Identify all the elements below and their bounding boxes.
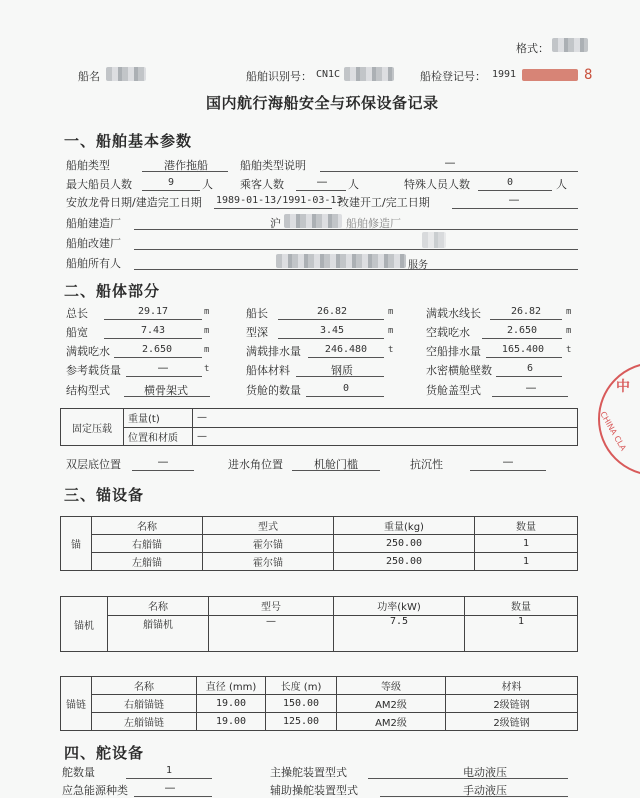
windlass-header: 名称 xyxy=(108,597,209,616)
flood-angle-value: 机舱门槛 xyxy=(314,458,358,471)
passengers-unit: 人 xyxy=(348,178,359,191)
loa-value: 29.17 xyxy=(137,306,169,317)
chain-table xyxy=(60,676,578,731)
double-bottom-label: 双层底位置 xyxy=(66,458,121,471)
ship-type-desc-label: 船舶类型说明 xyxy=(240,159,306,172)
max-crew-value: 9 xyxy=(167,177,175,188)
redaction xyxy=(344,67,394,81)
official-stamp xyxy=(598,362,640,476)
redaction xyxy=(552,38,588,52)
rebuilder-label: 船舶改建厂 xyxy=(66,237,121,250)
keel-date-value: 1989-01-13/1991-03-13 xyxy=(216,195,343,206)
chain-cell: 19.00 xyxy=(197,695,266,713)
main-steering-value: 电动液压 xyxy=(463,766,507,779)
holds-label: 货舱的数量 xyxy=(246,384,301,397)
chain-header: 名称 xyxy=(92,677,197,695)
windlass-header: 数量 xyxy=(465,597,578,616)
section-heading-anchor: 三、锚设备 xyxy=(64,486,145,504)
section-heading-hull: 二、船体部分 xyxy=(64,282,161,300)
ballast-label: 固定压载 xyxy=(61,409,124,446)
windlass-cell: 1 xyxy=(465,615,578,651)
windlass-header: 功率(kW) xyxy=(334,597,465,616)
builder-value-start: 沪 xyxy=(270,217,281,230)
redaction xyxy=(522,69,578,81)
anchor-header: 名称 xyxy=(92,517,203,535)
hatch-label: 货舱盖型式 xyxy=(426,384,481,397)
breadth-value: 7.43 xyxy=(140,325,166,336)
hull-material-label: 船体材料 xyxy=(246,364,290,377)
builder-label: 船舶建造厂 xyxy=(66,217,121,230)
anchor-cell: 250.00 xyxy=(334,535,475,553)
table-row xyxy=(61,535,578,553)
light-draft-unit: m xyxy=(566,326,572,336)
lwl-value: 26.82 xyxy=(510,306,542,317)
lwl-label: 满载水线长 xyxy=(426,307,481,320)
breadth-unit: m xyxy=(204,326,210,336)
chain-header: 材料 xyxy=(446,677,578,695)
light-draft-label: 空载吃水 xyxy=(426,326,470,339)
ship-id-value: CN1C xyxy=(316,69,341,80)
special-unit: 人 xyxy=(556,178,567,191)
loa-unit: m xyxy=(204,307,210,317)
table-row xyxy=(61,695,578,713)
ship-type-label: 船舶类型 xyxy=(66,159,110,172)
ballast-position-label: 位置和材质 xyxy=(124,427,193,446)
holds-value: 0 xyxy=(342,383,350,394)
ship-id-label: 船舶识别号： xyxy=(246,70,312,83)
stamp-text: CHINA CLA xyxy=(598,410,628,453)
document-page: 格式 ： 船名 船舶识别号： CN1C 船检登记号： 1991 8 国内航行海船安全与环保设备记录 一、船舶基本参数 船舶类型 港作拖船 船舶类型说明 — 最大船员人数 9 人 乘客人数 — 人 特殊人员人数 0 人 安放龙骨日期/建造完工日期 1989-01-13/1991-03-13 改建开工/完工日期 — 船舶建造厂 沪 船舶修造厂 船舶改建厂 船舶所有人 服务 二、船体部分 总长 29.17 m 船长 26.82 m 满载水线长 26.82 m 船宽 7.43 m 型深 3.45 m 空载吃水 2.650 m 满载吃水 2.650 m 满载排水量 246.480 t 空船排水量 165.400 t 参考载货量 — t 船体材料 钢质 水密横舱壁数 6 结构型式 横骨架式 货舱的数量 0 货舱盖型式 — 固定压载 重量(t) — 位置和材质 — 双层底位置 — 进水角位置 机舱门槛 抗沉性 — 三、锚设备 锚 名称 型式 重量(kg) 数量 右艏锚 霍尔锚 250.00 1 左艏锚 霍尔锚 250.00 1 锚机 名称 型号 功率(kW) 数量 艏锚机 — 7.5 1 锚链 名称 直径 (mm) 长度 (m) 等级 材料 右艏锚链 19.00 150.00 AM2级 2级链钢 左艏锚链 19.00 125.00 AM2级 2级链钢 四、舵设备 舵数量 1 主操舵装置型式 电动液压 应急能源种类 — 辅助操舵装置型式 手动液压 中 CHINA CLA xyxy=(0,0,640,798)
keel-date-label: 安放龙骨日期/建造完工日期 xyxy=(66,196,202,209)
ref-cargo-unit: t xyxy=(204,364,210,374)
table-row xyxy=(61,713,578,731)
ship-type-desc-value: — xyxy=(444,156,456,169)
anchor-cell: 右艏锚 xyxy=(92,535,203,553)
chain-cell: 右艏锚链 xyxy=(92,695,197,713)
mod-date-value: — xyxy=(508,193,520,206)
chain-header: 直径 (mm) xyxy=(197,677,266,695)
structure-value: 横骨架式 xyxy=(144,384,188,397)
chain-cell: 19.00 xyxy=(197,713,266,731)
light-disp-value: 165.400 xyxy=(501,344,545,355)
emergency-power-value: — xyxy=(164,781,176,794)
flood-angle-label: 进水角位置 xyxy=(228,458,283,471)
ref-cargo-value: — xyxy=(157,361,169,374)
windlass-table xyxy=(60,596,578,652)
anchor-header: 重量(kg) xyxy=(334,517,475,535)
lbp-unit: m xyxy=(388,307,394,317)
passengers-label: 乘客人数 xyxy=(240,178,284,191)
aux-steering-label: 辅助操舵装置型式 xyxy=(270,784,358,797)
lbp-value: 26.82 xyxy=(316,306,348,317)
depth-value: 3.45 xyxy=(319,325,345,336)
depth-unit: m xyxy=(388,326,394,336)
chain-cell: 125.00 xyxy=(266,713,337,731)
bulkheads-label: 水密横舱壁数 xyxy=(426,364,492,377)
inspection-no-label: 船检登记号： xyxy=(420,70,486,83)
ballast-weight-value: — xyxy=(193,409,578,428)
chain-cell: 2级链钢 xyxy=(446,713,578,731)
main-steering-label: 主操舵装置型式 xyxy=(270,766,347,779)
special-label: 特殊人员人数 xyxy=(404,178,470,191)
ballast-table xyxy=(60,408,578,446)
light-disp-unit: t xyxy=(566,345,572,355)
rudder-count-label: 舵数量 xyxy=(62,766,95,779)
windlass-group-label: 锚机 xyxy=(61,597,108,652)
builder-value-end: 船舶修造厂 xyxy=(346,217,401,230)
document-title: 国内航行海船安全与环保设备记录 xyxy=(206,94,439,112)
bulkheads-value: 6 xyxy=(526,363,534,374)
lbp-label: 船长 xyxy=(246,307,268,320)
redaction xyxy=(422,232,446,248)
inspection-no-tail: 8 xyxy=(584,67,593,83)
chain-cell: AM2级 xyxy=(337,713,446,731)
aux-steering-value: 手动液压 xyxy=(463,784,507,797)
windlass-cell: — xyxy=(209,615,334,651)
anchor-cell: 霍尔锚 xyxy=(203,535,334,553)
full-disp-value: 246.480 xyxy=(324,344,368,355)
chain-cell: 2级链钢 xyxy=(446,695,578,713)
anchor-cell: 1 xyxy=(475,535,578,553)
full-disp-label: 满载排水量 xyxy=(246,345,301,358)
chain-cell: 150.00 xyxy=(266,695,337,713)
passengers-value: — xyxy=(316,175,328,188)
owner-label: 船舶所有人 xyxy=(66,257,121,270)
full-disp-unit: t xyxy=(388,345,394,355)
chain-cell: 左艏锚链 xyxy=(92,713,197,731)
lwl-unit: m xyxy=(566,307,572,317)
table-row xyxy=(61,615,578,651)
sinking-label: 抗沉性 xyxy=(410,458,443,471)
anchor-cell: 左艏锚 xyxy=(92,553,203,571)
chain-group-label: 锚链 xyxy=(61,677,92,731)
full-draft-value: 2.650 xyxy=(141,344,173,355)
hull-material-value: 钢质 xyxy=(331,364,353,377)
ship-type-value: 港作拖船 xyxy=(164,159,208,172)
loa-label: 总长 xyxy=(66,307,88,320)
breadth-label: 船宽 xyxy=(66,326,88,339)
ship-name-label: 船名 xyxy=(78,70,100,83)
section-heading-rudder: 四、舵设备 xyxy=(64,744,145,762)
ref-cargo-label: 参考载货量 xyxy=(66,364,121,377)
hatch-value: — xyxy=(525,381,537,394)
windlass-cell: 7.5 xyxy=(334,615,465,651)
anchor-cell: 1 xyxy=(475,553,578,571)
redaction xyxy=(284,214,342,228)
anchor-cell: 250.00 xyxy=(334,553,475,571)
max-crew-unit: 人 xyxy=(202,178,213,191)
double-bottom-value: — xyxy=(157,455,169,468)
sinking-value: — xyxy=(502,455,514,468)
windlass-cell: 艏锚机 xyxy=(108,615,209,651)
special-value: 0 xyxy=(506,177,514,188)
stamp-text: 中 xyxy=(616,379,630,395)
redaction xyxy=(276,254,406,268)
structure-label: 结构型式 xyxy=(66,384,110,397)
inspection-no-value: 1991 xyxy=(492,69,517,80)
rudder-count-value: 1 xyxy=(165,765,173,776)
light-disp-label: 空船排水量 xyxy=(426,345,481,358)
ballast-position-value: — xyxy=(193,427,578,446)
emergency-power-label: 应急能源种类 xyxy=(62,784,128,797)
max-crew-label: 最大船员人数 xyxy=(66,178,132,191)
anchor-cell: 霍尔锚 xyxy=(203,553,334,571)
anchor-header: 数量 xyxy=(475,517,578,535)
anchor-header: 型式 xyxy=(203,517,334,535)
full-draft-unit: m xyxy=(204,345,210,355)
windlass-header: 型号 xyxy=(209,597,334,616)
format-label: 格式 xyxy=(516,42,538,55)
chain-cell: AM2级 xyxy=(337,695,446,713)
section-heading-basic: 一、船舶基本参数 xyxy=(64,132,193,150)
anchor-group-label: 锚 xyxy=(61,517,92,571)
light-draft-value: 2.650 xyxy=(506,325,538,336)
table-row xyxy=(61,553,578,571)
chain-header: 等级 xyxy=(337,677,446,695)
depth-label: 型深 xyxy=(246,326,268,339)
anchor-table xyxy=(60,516,578,571)
redaction xyxy=(106,67,146,81)
owner-value-end: 服务 xyxy=(408,260,428,271)
chain-header: 长度 (m) xyxy=(266,677,337,695)
full-draft-label: 满载吃水 xyxy=(66,345,110,358)
ballast-weight-label: 重量(t) xyxy=(124,409,193,428)
mod-date-label: 改建开工/完工日期 xyxy=(338,196,430,209)
